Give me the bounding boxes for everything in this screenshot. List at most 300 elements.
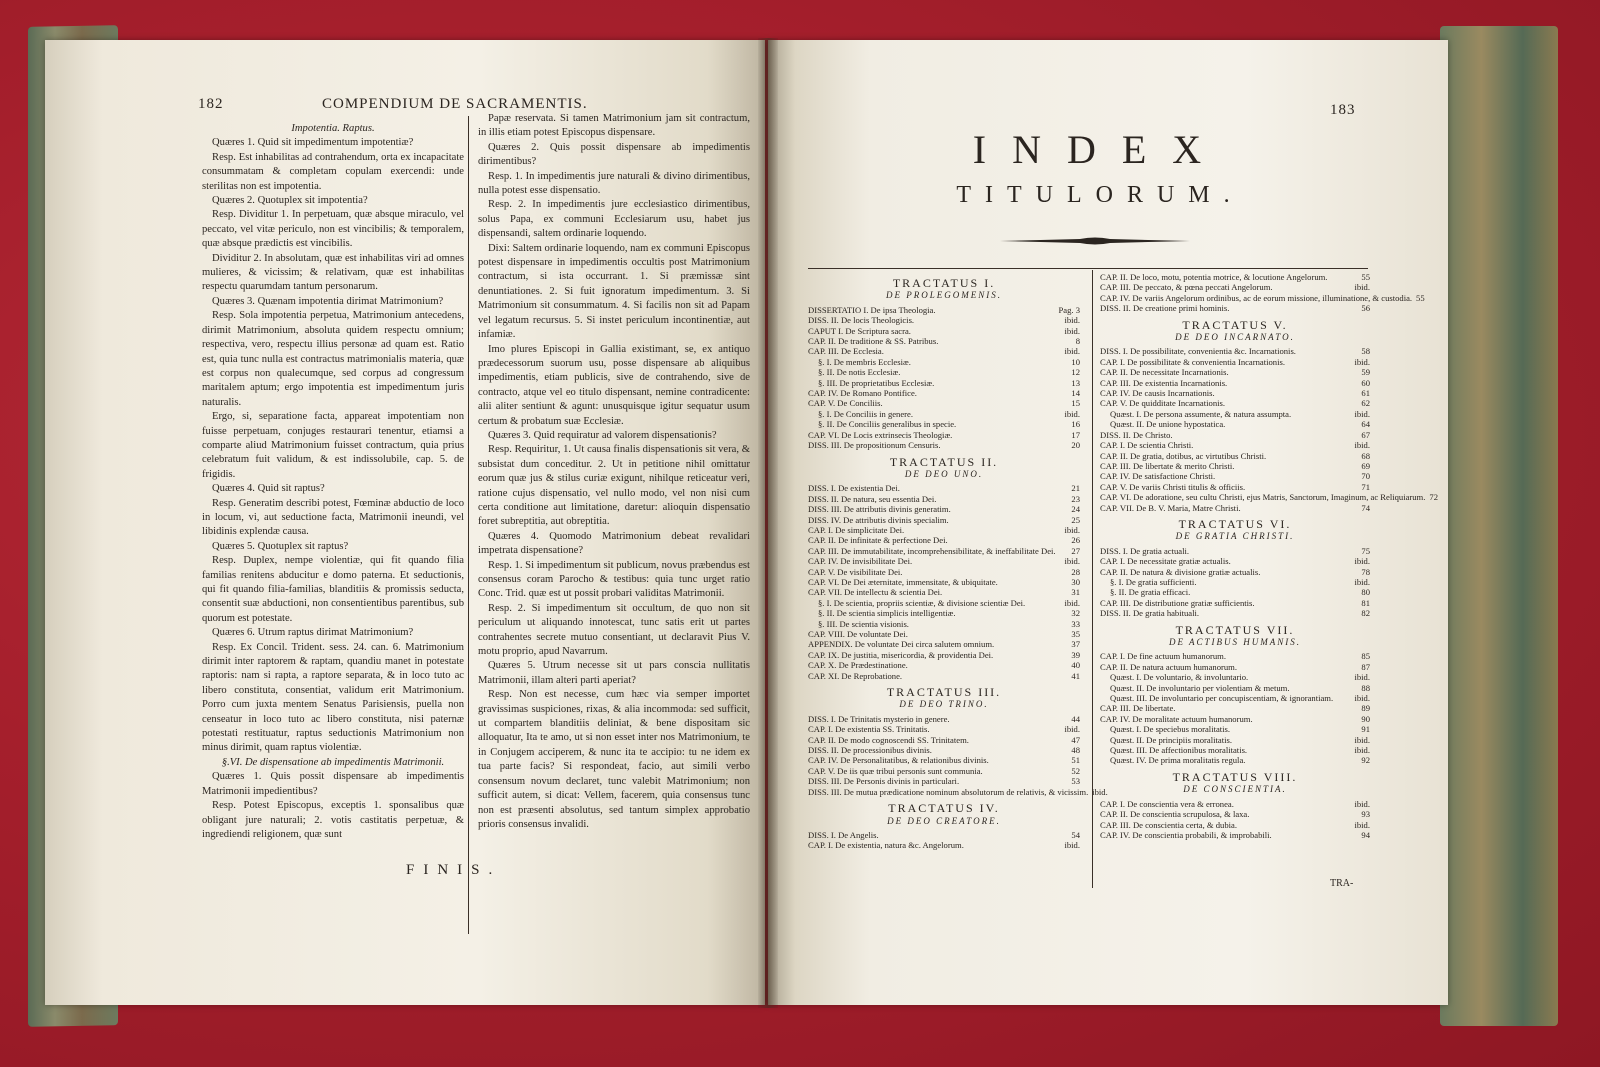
index-entry-page: 74 [1361, 502, 1370, 513]
index-entry [1100, 282, 1370, 292]
index-entry [808, 650, 1080, 660]
index-entry-page: ibid. [1354, 408, 1370, 419]
index-entry-page: 56 [1361, 303, 1370, 314]
index-entry-page: ibid. [1354, 798, 1370, 809]
index-entry-page: 33 [1071, 618, 1080, 629]
index-entry-title: CAP. X. De Prædestinatione. [808, 660, 908, 671]
index-entry [1100, 409, 1370, 419]
index-entry [808, 598, 1080, 608]
index-entry-page: 14 [1071, 388, 1080, 399]
index-entry-page: 13 [1071, 377, 1080, 388]
index-entry [1100, 608, 1370, 618]
index-entry-page: 23 [1071, 493, 1080, 504]
tractatus-subtitle: DE GRATIA CHRISTI. [1175, 531, 1295, 542]
index-entry-title: CAP. II. De necessitate Incarnationis. [1100, 367, 1229, 378]
index-entry-title: CAP. IV. De Personalitatibus, & relationibus divinis. [808, 755, 989, 766]
index-entry-page: 93 [1361, 809, 1370, 820]
index-entry-page: 94 [1361, 829, 1370, 840]
index-entry-page: 39 [1071, 649, 1080, 660]
index-entry [808, 776, 1080, 786]
tractatus-subtitle: DE DEO CREATORE. [887, 815, 1001, 826]
index-entry-page: 82 [1361, 608, 1370, 619]
index-entry-title: DISS. I. De Angelis. [808, 829, 879, 840]
index-entry-title: CAP. IV. De moralitate actuum humanorum. [1100, 713, 1253, 724]
tractatus-subtitle: DE DEO TRINO. [899, 699, 989, 710]
index-entry [1100, 482, 1370, 492]
paragraph: Dividitur 2. In absolutam, quæ est inhabilitas viri ad omnes mulieres, & vicissim; & relativam, quæ est inhabilitas respectu quarumdam tantum personarum. [202, 252, 464, 293]
index-entry [808, 305, 1080, 315]
index-entry-page: 61 [1361, 388, 1370, 399]
tractatus-heading: TRACTATUS VII. [1175, 622, 1295, 637]
index-entry [808, 660, 1080, 670]
index-entry [1100, 662, 1370, 672]
index-entry-title: CAP. II. De natura actuum humanorum. [1100, 661, 1237, 672]
index-entry-page: 26 [1071, 535, 1080, 546]
index-entry-title: DISS. III. De Personis divinis in particulari. [808, 776, 960, 787]
index-entry-page: ibid. [1354, 693, 1370, 704]
tractatus-heading: TRACTATUS V. [1182, 317, 1288, 332]
index-column-2 [1100, 272, 1438, 840]
index-entry-title: CAP. IX. De justitia, misericordia, & providentia Dei. [808, 649, 994, 660]
index-entry [1100, 577, 1370, 587]
index-entry-title: §. II. De gratia efficaci. [1110, 587, 1191, 598]
index-entry-page: 8 [1075, 336, 1080, 347]
column-rule [468, 116, 469, 934]
index-entry-page: 71 [1361, 481, 1370, 492]
index-entry [808, 567, 1080, 577]
index-entry-page: 51 [1071, 755, 1080, 766]
index-entry-title: DISSERTATIO I. De ipsa Theologia. [808, 304, 936, 315]
index-entry-title: DISS. II. De creatione primi hominis. [1100, 303, 1230, 314]
index-entry-page: 69 [1361, 460, 1370, 471]
index-entry [808, 326, 1080, 336]
index-entry [1100, 683, 1370, 693]
index-entry-title: CAP. II. De infinitate & perfectione Dei. [808, 535, 948, 546]
index-entry-page: ibid. [1064, 724, 1080, 735]
index-entry [808, 440, 1080, 450]
index-entry-page: 12 [1071, 367, 1080, 378]
index-entry-page: 88 [1361, 682, 1370, 693]
index-entry-title: CAP. V. De visibilitate Dei. [808, 566, 903, 577]
index-entry-title: CAP. III. De libertate & merito Christi. [1100, 460, 1235, 471]
index-entry-title: DISS. II. De processionibus divinis. [808, 745, 932, 756]
index-entry [808, 724, 1080, 734]
index-entry-page: 30 [1071, 576, 1080, 587]
index-entry [808, 483, 1080, 493]
ornament-rule [1000, 236, 1190, 246]
index-entry [808, 494, 1080, 504]
index-entry [808, 357, 1080, 367]
index-entry-page: ibid. [1354, 556, 1370, 567]
index-entry-title: DISS. III. De propositionum Censuris. [808, 440, 941, 451]
index-entry [808, 398, 1080, 408]
left-running-head: COMPENDIUM DE SACRAMENTIS. [322, 96, 588, 112]
index-entry-page: 85 [1361, 651, 1370, 662]
index-entry-title: CAP. V. De variis Christi titulis & officiis. [1100, 481, 1246, 492]
index-subtitle: TITULORUM. [956, 182, 1244, 208]
index-entry-page: 53 [1071, 776, 1080, 787]
index-entry [1100, 651, 1370, 661]
index-entry [808, 388, 1080, 398]
index-entry-page: 89 [1361, 703, 1370, 714]
paragraph: Dixi: Saltem ordinarie loquendo, nam ex communi Episcopus potest dispensare in impedimentis occultis post Matrimonium contractum, si ista occurrant. 1. Si præmissæ sint denuntiationes. 2. Si fuit ignoratum impedimentum. 3. Si Matrimonium sit consummatum. 4. Si facilis non sit ad Papam vel legatum recursus. 5. Si instet periculum incontinentiæ, aut infamiæ. [478, 242, 750, 341]
index-entry-page: 90 [1361, 713, 1370, 724]
tractatus-heading: TRACTATUS VIII. [1172, 769, 1298, 784]
index-entry [1100, 430, 1370, 440]
tractatus-subtitle: DE CONSCIENTIA. [1183, 784, 1287, 795]
paragraph: Resp. Generatim describi potest, Fœminæ abductio de loco in locum, vi, aut seductione facta, Matrimonii ineundi, vel libidinis explendæ causa. [202, 497, 464, 538]
index-entry-page: 70 [1361, 471, 1370, 482]
index-entry [808, 639, 1080, 649]
paragraph: Resp. 1. Si impedimentum sit publicum, novus præbendus est consensus coram Parocho & testibus: quia tunc urget ratio Conc. Trid. quæ est ut possit probari validitas Matrimonii. [478, 559, 750, 600]
index-entry [1100, 567, 1370, 577]
index-entry-title: DISS. I. De existentia Dei. [808, 483, 900, 494]
index-entry-title: §. II. De Conciliis generalibus in specie. [818, 419, 957, 430]
paragraph: Imo plures Episcopi in Gallia existimant, se, ex antiquo prædecessorum suorum usu, posse dispensare ab aliquibus impedimentis, etiam publicis, sive de contrahendo, sive de contracto, atque vel eo titulo dispensant, nemine contradicente: alii aliter sentiunt & agunt: unusquisque igitur sequatur usum certum & probatum suæ Ecclesiæ. [478, 343, 750, 427]
index-entry-title: Quæst. I. De speciebus moralitatis. [1110, 724, 1231, 735]
index-entry-page: 15 [1071, 398, 1080, 409]
index-entry-page: ibid. [1064, 840, 1080, 851]
paragraph: §.VI. De dispensatione ab impedimentis Matrimonii. [221, 756, 445, 768]
index-entry-title: DISS. I. De gratia actuali. [1100, 545, 1190, 556]
index-entry [808, 629, 1080, 639]
paragraph: Quæres 5. Quotuplex sit raptus? [212, 540, 349, 552]
index-entry-title: DISS. IV. De attributis divinis specialim. [808, 514, 949, 525]
index-entry [808, 766, 1080, 776]
index-entry-title: CAP. II. De modo cognoscendi SS. Trinitatem. [808, 734, 969, 745]
index-entry-page: ibid. [1064, 597, 1080, 608]
index-entry-title: Quæst. I. De persona assumente, & natura assumpta. [1110, 408, 1292, 419]
index-entry [808, 409, 1080, 419]
index-entry-page: Pag. 3 [1058, 304, 1080, 315]
index-entry-title: §. III. De scientia visionis. [818, 618, 909, 629]
index-entry [808, 745, 1080, 755]
index-entry-page: 40 [1071, 660, 1080, 671]
index-entry-title: CAP. III. De conscientia certa, & dubia. [1100, 819, 1237, 830]
paragraph: Resp. Est inhabilitas ad contrahendum, orta ex incapacitate consummatam & completam copulam exercendi: unde sterilitas non est impotentia. [202, 151, 464, 192]
tractatus-subtitle: DE DEO UNO. [904, 468, 984, 479]
index-entry-title: CAP. II. De conscientia scrupulosa, & laxa. [1100, 809, 1250, 820]
index-entry-page: 52 [1071, 765, 1080, 776]
index-entry [808, 546, 1080, 556]
paragraph: Resp. Requiritur, 1. Ut causa finalis dispensationis sit vera, & subsistat dum conceditur. 2. Ut in petitione nihil omittatur eorum quæ jus & stilus curiæ exigunt, nihilque reticeatur veri, ratione cujus dispensatio, vel nullo modo, vel non nisi cum certa conditione aut limitatione, daretur: alioquin dispensatio foret subreptitia, aut obreptitia. [478, 444, 750, 528]
index-entry-page: ibid. [1354, 672, 1370, 683]
index-entry [808, 367, 1080, 377]
index-entry-title: §. I. De membris Ecclesiæ. [818, 356, 911, 367]
index-entry [808, 755, 1080, 765]
index-entry-page: ibid. [1064, 325, 1080, 336]
catchword: TRA- [1330, 878, 1354, 889]
index-entry [1100, 440, 1370, 450]
index-entry-page: 87 [1361, 661, 1370, 672]
index-entry-title: CAP. V. De quidditate Incarnationis. [1100, 398, 1225, 409]
index-entry [808, 336, 1080, 346]
index-entry-page: ibid. [1354, 440, 1370, 451]
index-entry-title: CAP. IV. De invisibilitate Dei. [808, 556, 913, 567]
index-title: INDEX [972, 127, 1228, 172]
index-entry [808, 619, 1080, 629]
index-entry [1100, 388, 1370, 398]
index-entry-page: 55 [1416, 292, 1425, 303]
index-entry [1100, 461, 1370, 471]
index-entry [1100, 830, 1370, 840]
tractatus-heading: TRACTATUS II. [889, 454, 999, 469]
index-entry-title: §. II. De notis Ecclesiæ. [818, 367, 901, 378]
index-entry-title: CAP. IV. De causis Incarnationis. [1100, 388, 1215, 399]
index-entry-page: 58 [1361, 346, 1370, 357]
index-entry-title: §. I. De scientia, propriis scientiæ, & divisione scientiæ Dei. [818, 597, 1026, 608]
index-entry-title: CAP. I. De conscientia vera & erronea. [1100, 798, 1234, 809]
index-entry [1100, 503, 1370, 513]
index-entry [808, 419, 1080, 429]
index-entry [1100, 492, 1438, 503]
index-entry-title: CAP. II. De gratia, dotibus, ac virtutibus Christi. [1100, 450, 1267, 461]
index-entry-page: ibid. [1064, 556, 1080, 567]
paragraph: Quæres 1. Quis possit dispensare ab impedimentis Matrimonii impedientibus? [202, 771, 464, 797]
index-entry-title: CAP. I. De possibilitate & convenientia Incarnationis. [1100, 356, 1285, 367]
index-entry-title: DISS. I. De possibilitate, convenientia &c. Incarnationis. [1100, 346, 1296, 357]
index-entry [808, 830, 1080, 840]
paragraph: Quæres 6. Utrum raptus dirimat Matrimonium? [212, 627, 414, 639]
index-entry-page: 91 [1361, 724, 1370, 735]
index-entry-title: §. III. De proprietatibus Ecclesiæ. [818, 377, 935, 388]
index-entry-page: 44 [1071, 713, 1080, 724]
index-entry-page: 92 [1361, 755, 1370, 766]
index-entry-page: 68 [1361, 450, 1370, 461]
paragraph: Impotentia. Raptus. [291, 123, 375, 134]
index-entry [1100, 292, 1425, 303]
index-entry-page: 37 [1071, 639, 1080, 650]
index-entry [1100, 272, 1370, 282]
paragraph: Ergo, si, separatione facta, appareat impotentiam non fuisse perpetuam, conjuges restaurari tenentur, etiamsi a comparte aliud Matrimonium fuisset contractum, quia prius celebratum fuit validum, & est indissolubile, cap. 5. de frigidis. [202, 411, 464, 480]
index-entry-title: CAP. I. De scientia Christi. [1100, 440, 1194, 451]
tractatus-subtitle: DE ACTIBUS HUMANIS. [1168, 637, 1302, 647]
index-entry-title: Quæst. II. De involuntario per violentiam & metum. [1110, 682, 1290, 693]
index-entry [1100, 735, 1370, 745]
index-entry-page: 59 [1361, 367, 1370, 378]
index-entry-page: 55 [1361, 272, 1370, 282]
index-entry [808, 786, 1108, 797]
index-entry [808, 315, 1080, 325]
book-gutter [758, 38, 778, 1008]
index-entry [1100, 303, 1370, 313]
index-entry-title: CAP. III. De existentia Incarnationis. [1100, 377, 1228, 388]
index-entry-title: CAP. III. De distributione gratiæ sufficientis. [1100, 597, 1255, 608]
paragraph: Resp. 2. In impedimentis jure ecclesiastico dirimentibus, solus Papa, ex communi Ecclesiarum usu, habet jus dispensandi, saltem ordinarie loquendo. [478, 199, 750, 240]
index-entry [1100, 398, 1370, 408]
index-entry-page: 21 [1071, 483, 1080, 494]
index-entry-title: CAP. II. De traditione & SS. Patribus. [808, 336, 939, 347]
index-entry-title: CAP. VII. De B. V. Maria, Matre Christi. [1100, 502, 1241, 513]
tractatus-subtitle: DE DEO INCARNATO. [1175, 332, 1295, 343]
index-entry-title: DISS. I. De Trinitatis mysterio in genere. [808, 713, 950, 724]
tractatus-heading: TRACTATUS I. [892, 276, 996, 290]
index-rule [808, 268, 1368, 269]
paragraph: Resp. 2. Si impedimentum sit occultum, de quo non sit periculum ut aliquando innotescat, tunc satis erit ut partes contrahentes secrete mutuo consentiant, ut declaravit Pius V. motu proprio, apud Navarrum. [478, 602, 750, 658]
index-entry-title: Quæst. II. De unione hypostatica. [1110, 419, 1226, 430]
index-entry-page: ibid. [1064, 524, 1080, 535]
index-entry-page: 80 [1361, 587, 1370, 598]
left-page-number: 182 [198, 96, 224, 112]
paragraph: Resp. Duplex, nempe violentiæ, qui fit quando filia familias renitens abducitur e domo paterna. Et seductionis, qui fit quando filia-familias, blanditiis & promissis seducta, consentit suæ abductioni, non consentientibus parentibus, sub quorum est potestate. [202, 555, 464, 624]
index-entry [1100, 809, 1370, 819]
index-entry-page: 54 [1071, 829, 1080, 840]
index-entry-title: §. I. De Conciliis in genere. [818, 408, 913, 419]
index-entry-title: CAP. III. De libertate. [1100, 703, 1176, 714]
index-entry-title: CAP. VI. De adoratione, seu cultu Christi, ejus Matris, Sanctorum, Imaginum, ac Reliquiarum. [1100, 492, 1426, 503]
index-entry-title: CAP. IV. De conscientia probabili, & improbabili. [1100, 829, 1272, 840]
index-entry-title: CAP. XI. De Reprobatione. [808, 670, 903, 681]
index-entry-title: APPENDIX. De voluntate Dei circa salutem omnium. [808, 639, 995, 650]
index-entry [1100, 820, 1370, 830]
index-entry-page: 41 [1071, 670, 1080, 681]
left-column-2 [478, 112, 750, 832]
index-entry-page: ibid. [1064, 346, 1080, 357]
index-entry [808, 430, 1080, 440]
index-entry [1100, 724, 1370, 734]
paragraph: Quæres 3. Quænam impotentia dirimat Matrimonium? [212, 295, 444, 307]
tractatus-heading: TRACTATUS III. [886, 685, 1002, 700]
index-entry [1100, 799, 1370, 809]
index-entry-page: 10 [1071, 356, 1080, 367]
index-entry-page: 24 [1071, 504, 1080, 515]
index-entry-page: 75 [1361, 545, 1370, 556]
index-entry-title: CAP. IV. De variis Angelorum ordinibus, ac de eorum missione, illuminatione, & custodia. [1100, 292, 1413, 303]
index-entry [1100, 367, 1370, 377]
index-entry-page: 20 [1071, 440, 1080, 451]
index-entry-page: 28 [1071, 566, 1080, 577]
index-entry-title: CAP. I. De existentia, natura &c. Angelorum. [808, 840, 964, 851]
right-page-number: 183 [1330, 102, 1356, 118]
index-entry-title: CAP. I. De existentia SS. Trinitatis. [808, 724, 930, 735]
index-entry [808, 535, 1080, 545]
index-entry [808, 515, 1080, 525]
index-entry [808, 346, 1080, 356]
index-column-1 [808, 272, 1108, 851]
index-entry [808, 735, 1080, 745]
index-entry [808, 587, 1080, 597]
index-entry-title: Quæst. III. De involuntario per concupiscentiam, & ignorantiam. [1110, 693, 1334, 704]
index-entry [808, 840, 1080, 850]
index-entry-page: ibid. [1354, 356, 1370, 367]
index-entry-title: §. II. De scientia simplicis intelligentiæ. [818, 608, 956, 619]
index-entry-title: DISS. II. De gratia habituali. [1100, 608, 1200, 619]
index-entry-title: Quæst. I. De voluntario, & involuntario. [1110, 672, 1249, 683]
index-entry [808, 504, 1080, 514]
index-entry-title: CAPUT I. De Scriptura sacra. [808, 325, 911, 336]
index-entry-title: CAP. III. De peccato, & pœna peccati Angelorum. [1100, 282, 1273, 293]
index-entry [808, 525, 1080, 535]
index-entry-title: DISS. III. De mutua prædicatione nominum absolutorum de relativis, & vicissim. [808, 786, 1089, 797]
index-entry-page: 62 [1361, 398, 1370, 409]
index-entry-page: ibid. [1354, 282, 1370, 293]
index-entry-title: CAP. VIII. De voluntate Dei. [808, 629, 908, 639]
index-entry-page: 72 [1429, 492, 1438, 503]
index-entry [1100, 587, 1370, 597]
index-entry [808, 577, 1080, 587]
paragraph: Papæ reservata. Si tamen Matrimonium jam sit contractum, in illis etiam potest Episcopus dispensare. [478, 113, 750, 139]
index-entry [1100, 745, 1370, 755]
index-entry-page: ibid. [1354, 734, 1370, 745]
index-entry-page: 31 [1071, 587, 1080, 598]
index-entry [1100, 471, 1370, 481]
index-entry-page: ibid. [1354, 745, 1370, 756]
paragraph: Resp. Non est necesse, cum hæc via semper importet gravissimas suspiciones, rixas, & alia incommoda: sed sufficit, ut compartem blanditiis deliniat, & bene dispositam sic alloquatur, Ita te amo, ut si non esset inter nos Matrimonium, te in Conjugem acciperem, & nunc ita te accipio: tu ne idem ex tua parte facis? Si respondeat, facio, aut simili verbo consensum novum declaret, tunc valebit Matrimonium; non sufficit autem, si dicat: Vellem, facerem, quia consensus tunc non est præsenti absolutus, sed tantum simplex approbatio prioris consensus invalidi. [478, 689, 750, 830]
tractatus-heading: TRACTATUS VI. [1178, 516, 1292, 531]
index-entry [1100, 546, 1370, 556]
index-entry [1100, 755, 1370, 765]
index-entry-page: 25 [1071, 514, 1080, 525]
index-entry-page: ibid. [1064, 315, 1080, 326]
index-entry-title: CAP. I. De fine actuum humanorum. [1100, 651, 1227, 662]
index-entry [1100, 714, 1370, 724]
index-entry-title: Quæst. II. De principiis moralitatis. [1110, 734, 1232, 745]
index-entry-page: 60 [1361, 377, 1370, 388]
paragraph: Quæres 3. Quid requiratur ad valorem dispensationis? [488, 429, 717, 441]
index-entry [808, 608, 1080, 618]
index-entry-page: ibid. [1092, 786, 1108, 797]
index-entry [1100, 419, 1370, 429]
index-entry [1100, 556, 1370, 566]
paragraph: Resp. Potest Episcopus, exceptis 1. sponsalibus quæ obligant jure naturali; 2. votis castitatis perpetuæ, & ingrediendi religionem, quæ sunt [202, 800, 464, 840]
index-entry-title: CAP. II. De loco, motu, potentia motrice, & locutione Angelorum. [1100, 272, 1328, 282]
index-entry-title: CAP. I. De simplicitate Dei. [808, 524, 905, 535]
index-entry-page: 47 [1071, 734, 1080, 745]
left-column-1 [202, 122, 464, 842]
index-entry [1100, 598, 1370, 608]
index-entry [1100, 693, 1370, 703]
index-entry [1100, 451, 1370, 461]
paragraph: Quæres 5. Utrum necesse sit ut pars conscia nullitatis Matrimonii, illam alteri parti aperiat? [478, 660, 750, 686]
index-entry [808, 556, 1080, 566]
paragraph: Resp. Sola impotentia perpetua, Matrimonium antecedens, dirimit Matrimonium, absoluta quidem respectu omnium; respectiva, vero, respectu illius personæ ad quam est. Ratio est, quia tunc nulla est contractus matrimonialis materia, quæ est corpus non qualecumque, sed corpus ad congressum maritalem aptum; ergo impotentia est impedimentum juris naturalis. [202, 310, 464, 408]
index-entry-title: CAP. VII. De intellectu & scientia Dei. [808, 587, 943, 598]
index-entry-page: ibid. [1354, 819, 1370, 830]
tractatus-heading: TRACTATUS IV. [888, 801, 1000, 816]
index-entry-page: 35 [1071, 629, 1080, 639]
index-entry-title: DISS. II. De natura, seu essentia Dei. [808, 493, 937, 504]
index-entry-title: CAP. V. De iis quæ tribui personis sunt communia. [808, 765, 983, 776]
index-entry-title: DISS. II. De Christo. [1100, 429, 1173, 440]
paragraph: Quæres 2. Quotuplex sit impotentia? [212, 195, 368, 207]
finis-text: FINIS. [406, 862, 502, 878]
book-cover-right-edge [1440, 26, 1558, 1026]
paragraph: Quæres 4. Quid sit raptus? [212, 483, 325, 495]
index-entry [1100, 346, 1370, 356]
index-entry [808, 671, 1080, 681]
paragraph: Resp. Dividitur 1. In perpetuam, quæ absque miraculo, vel peccato, vel vitæ periculo, non est vincibilis; & temporalem, quæ absque prædictis est vincibilis. [202, 209, 464, 250]
index-entry [1100, 703, 1370, 713]
index-entry-title: DISS. III. De attributis divinis generatim. [808, 504, 951, 515]
paragraph: Resp. 1. In impedimentis jure naturali & divino dirimentibus, nulla potest esse dispensatio. [478, 170, 750, 197]
index-entry-page: 81 [1361, 597, 1370, 608]
index-entry-title: CAP. IV. De Romano Pontifice. [808, 388, 917, 399]
index-entry-page: ibid. [1354, 576, 1370, 587]
index-entry [808, 378, 1080, 388]
index-entry [808, 714, 1080, 724]
index-entry-title: CAP. V. De Conciliis. [808, 398, 883, 409]
index-entry-page: 27 [1071, 545, 1080, 556]
index-entry-title: Quæst. III. De affectionibus moralitatis. [1110, 745, 1248, 756]
index-entry-page: ibid. [1064, 408, 1080, 419]
index-entry-page: 64 [1361, 419, 1370, 430]
paragraph: Resp. Ex Concil. Trident. sess. 24. can. 6. Matrimonium dirimit inter raptorem & raptam, quandiu manet in potestate raptoris: nam si rapta, a raptore separata, & in loco tuto ac libero constituta, consentiat, validum erit Matrimonium. Porro cum juxta mentem Senatus Parisiensis, puella non censeatur in loco tuto ac libero constituta, nisi paternæ potestati restituatur, raptus seductionis Matrimonium non minus dirimit, quam raptus violentiæ. [202, 641, 464, 754]
index-entry-page: 67 [1361, 429, 1370, 440]
index-entry-title: DISS. II. De locis Theologicis. [808, 315, 915, 326]
index-entry-title: CAP. IV. De satisfactione Christi. [1100, 471, 1216, 482]
index-entry-page: 17 [1071, 429, 1080, 440]
paragraph: Quæres 4. Quomodo Matrimonium debeat revalidari impetrata dispensatione? [478, 530, 750, 557]
